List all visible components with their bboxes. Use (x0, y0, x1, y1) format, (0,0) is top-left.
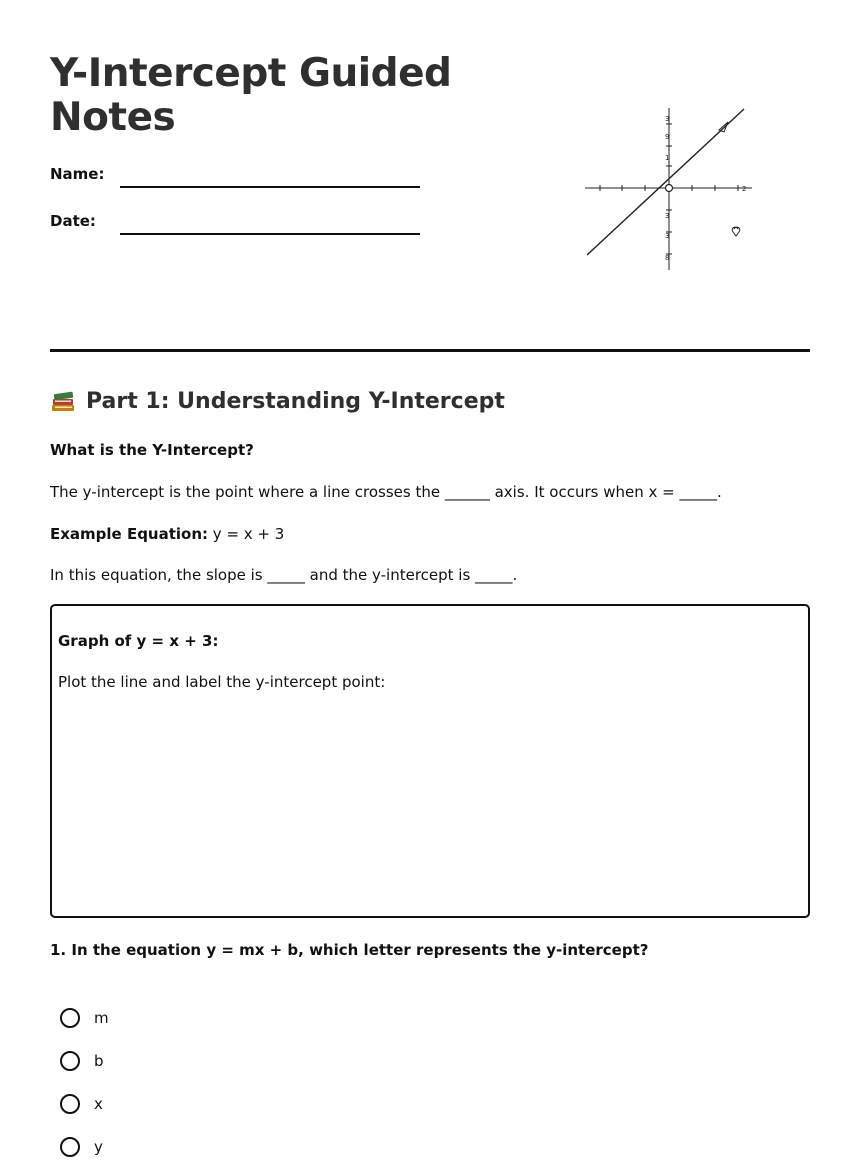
option-label: y (94, 1138, 103, 1156)
radio-button[interactable] (60, 1008, 80, 1028)
svg-text:8: 8 (665, 254, 670, 262)
example-equation (50, 525, 284, 543)
date-label: Date: (50, 212, 96, 230)
option-label: x (94, 1095, 103, 1113)
graph-prompt: Plot the line and label the y-intercept point: (58, 673, 386, 691)
books-icon (50, 388, 76, 414)
option-label: m (94, 1009, 109, 1027)
radio-button[interactable] (60, 1094, 80, 1114)
option-m[interactable] (60, 1008, 109, 1028)
name-label: Name: (50, 165, 105, 183)
radio-button[interactable] (60, 1051, 80, 1071)
date-field[interactable] (120, 233, 420, 235)
graph-box[interactable] (50, 604, 810, 918)
what-is-heading: What is the Y-Intercept? (50, 441, 254, 459)
example-value: y = x + 3 (208, 525, 285, 543)
radio-button[interactable] (60, 1137, 80, 1157)
svg-text:3: 3 (665, 212, 670, 220)
slope-text: In this equation, the slope is _____ and the y-intercept is _____. (50, 566, 518, 584)
option-y[interactable] (60, 1137, 103, 1157)
svg-text:3: 3 (665, 115, 670, 123)
coordinate-graph-image (580, 104, 760, 274)
option-label: b (94, 1052, 104, 1070)
svg-text:9: 9 (665, 133, 670, 141)
definition-text: The y-intercept is the point where a line crosses the ______ axis. It occurs when x = _____. (50, 483, 722, 501)
section-title: Part 1: Understanding Y-Intercept (86, 388, 505, 414)
page-title: Y-Intercept Guided Notes (50, 51, 452, 140)
question-1: 1. In the equation y = mx + b, which letter represents the y-intercept? (50, 941, 649, 959)
svg-text:3: 3 (665, 232, 670, 240)
section-divider (50, 349, 810, 352)
section-heading (50, 388, 505, 414)
svg-text:1: 1 (665, 154, 670, 162)
option-b[interactable] (60, 1051, 104, 1071)
graph-title: Graph of y = x + 3: (58, 632, 219, 650)
svg-text:2: 2 (742, 185, 747, 193)
option-x[interactable] (60, 1094, 103, 1114)
example-label: Example Equation: (50, 525, 209, 543)
name-field[interactable] (120, 186, 420, 188)
